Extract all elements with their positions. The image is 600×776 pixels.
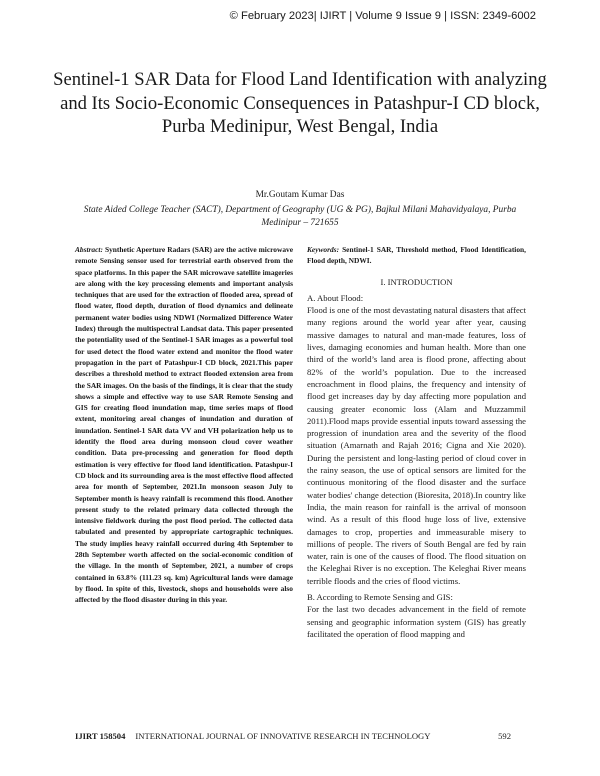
paragraph-remote-sensing: For the last two decades advancement in the field of remote sensing and geographic information system (GIS) has greatly facilitated the operation of flood mapping and: [307, 604, 526, 639]
abstract-text: Synthetic Aperture Radars (SAR) are the active microwave remote Sensing sensor used for terrestrial earth observed from the space platforms. In this paper the SAR microwave satellite imageries are along with the key processing elements and important analysis techniques that are used for the extraction of flooded area, spread of flood water, flood depth, duration of flood dynamics and delineate permanent water bodies using NDWI (Normalized Difference Water Index) through the multispectral Landsat data. This paper presented the potentiality used of the Sentinel-1 SAR images as a powerful tool for used detect the flood water extend and monitor the flood water propagation in the part of Patashpur-I CD block, 2021.This paper describes a threshold method to extract flooded extension area from the SAR images. On the basis of the findings, it is clear that the study shows a simple and effective way to use SAR Remote Sensing and GIS for creating flood inundation map, time series maps of flood extent, monitoring areal changes of inundation and duration of inundation. Sentinel-1 SAR data VV and VH polarization help us to identify the flood area during monsoon cloud cover weather condition. Data pre-processing and generation for flood depth estimation is very effective for flood land identification. Patashpur-I CD block and its surrounding area is the most effective flood affected area for month of September, 2021.In monsoon season July to September month is heavy rainfall is recommend this flood. Another present study to the related primary data collected through the intensive fieldwork during the post flood period. The collected data tabulated and presented by appropriate cartographic techniques. The study implies heavy rainfall occurred during 4th September to 28th September worth affected on the social-economic condition of the village. In the month of September, 2021, a number of crops contained in 63.8% (111.23 sq. km) Agricultural lands were damage by flood. In spite of this, livestock, shops and households were also affected by the flood disaster during in this year.: [75, 245, 293, 605]
footer-paper-id: IJIRT 158504: [75, 731, 126, 741]
journal-header: © February 2023| IJIRT | Volume 9 Issue 9 | ISSN: 2349-6002: [229, 10, 536, 22]
abstract-label: Abstract:: [75, 245, 103, 254]
paragraph-about-flood: Flood is one of the most devastating natural disasters that affect many regions around the world year after year, causing massive damages to natural and man-made features, loss of lives, damaging economies and human health. More than one third of the world’s land area is flood prone, affecting about 82% of the world’s population. Due to the increased encroachment in flood plains, the frequency and intensity of flood get increases day by day affecting more population and causing greater economic loss (Alam and Muzzammil 2011).Flood maps provide essential inputs toward assessing the progression of inundation area and the severity of the flood situation (Amarnath and Rajah 2016; Cigna and Xie 2020). During the persistent and long-lasting period of cloud cover in the rainy season, the use of optical sensors are limited for the continuous monitoring of the flood disaster and the surface water bodies' change detection (Bioresita, 2018).In country like India, the main reason for rainfall is the arrival of monsoon wind. As a result of this flood huge loss of live, extensive damages to crop, properties and immeasurable misery to millions of people. The rivers of South Bengal are fed by rain water, rain is one of the causes of flood. The flood situation on the Keleghai River is no exception. The Keleghai River means terrible floods and the cries of flood victims.: [307, 305, 526, 586]
keywords-text: Sentinel-1 SAR, Threshold method, Flood Identification, Flood depth, NDWI.: [307, 245, 526, 266]
page-footer: [75, 731, 525, 741]
subsection-heading-remote-sensing: B. According to Remote Sensing and GIS:: [307, 592, 453, 603]
author-name: Mr.Goutam Kumar Das: [255, 190, 345, 200]
section-heading-introduction: I. INTRODUCTION: [380, 276, 453, 287]
footer-page-number: 592: [498, 731, 511, 741]
subsection-heading-about-flood: A. About Flood:: [307, 292, 364, 303]
footer-journal-name: INTERNATIONAL JOURNAL OF INNOVATIVE RESEARCH IN TECHNOLOGY: [135, 731, 431, 741]
author-affiliation: State Aided College Teacher (SACT), Department of Geography (UG & PG), Bajkul Milani Mahavidyalaya, Purba Medinipur – 721655: [83, 205, 517, 228]
keywords-label: Keywords:: [307, 245, 340, 254]
paper-title: Sentinel-1 SAR Data for Flood Land Identification with analyzing and Its Socio-Economic Consequences in Patashpur-I CD block, Purba Medinipur, West Bengal, India: [53, 69, 547, 137]
right-column: [307, 244, 526, 640]
keywords-block: [307, 244, 526, 267]
abstract-block: [75, 244, 293, 606]
